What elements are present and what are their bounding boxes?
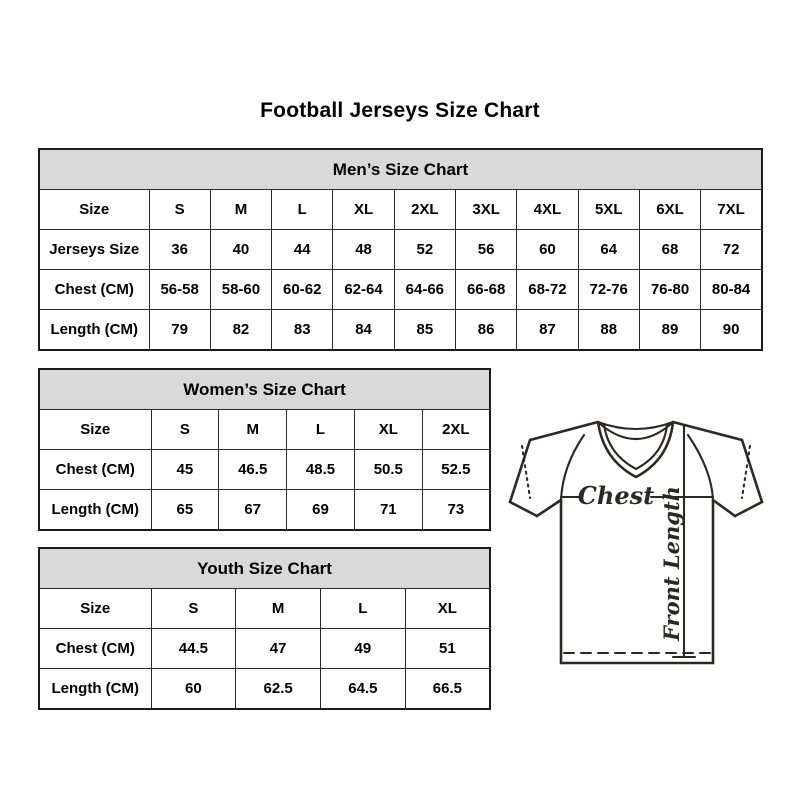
cell: 60 <box>517 230 578 270</box>
row-label-cell: Size <box>39 190 149 230</box>
cell: 40 <box>210 230 271 270</box>
cell: 4XL <box>517 190 578 230</box>
table-row <box>39 589 490 629</box>
row-label-cell: Length (CM) <box>39 669 151 710</box>
cell: 66.5 <box>405 669 490 710</box>
jersey-left-cuff <box>510 502 537 516</box>
table-row <box>39 669 490 710</box>
cell: 68 <box>639 230 700 270</box>
table-row <box>39 190 762 230</box>
cell: 68-72 <box>517 270 578 310</box>
row-label-cell: Jerseys Size <box>39 230 149 270</box>
jersey-vneck-inner <box>604 424 667 469</box>
cell: 69 <box>287 490 355 531</box>
cell: 84 <box>333 310 394 351</box>
row-label-cell: Chest (CM) <box>39 270 149 310</box>
womens-table-title: Women’s Size Chart <box>39 369 490 410</box>
cell: 60-62 <box>272 270 333 310</box>
cell: 89 <box>639 310 700 351</box>
table-row <box>39 629 490 669</box>
cell: 83 <box>272 310 333 351</box>
cell: L <box>272 190 333 230</box>
cell: 71 <box>354 490 422 531</box>
chest-label: Chest <box>577 481 655 510</box>
cell: 52.5 <box>422 450 490 490</box>
cell: 46.5 <box>219 450 287 490</box>
cell: 45 <box>151 450 219 490</box>
cell: 49 <box>321 629 406 669</box>
mens-header-row <box>39 149 762 190</box>
cell: 51 <box>405 629 490 669</box>
front-length-label: Front Length <box>659 486 684 641</box>
cell: 3XL <box>455 190 516 230</box>
cell: 2XL <box>394 190 455 230</box>
row-label-cell: Chest (CM) <box>39 450 151 490</box>
cell: S <box>151 410 219 450</box>
cell: 85 <box>394 310 455 351</box>
cell: 56 <box>455 230 516 270</box>
jersey-left-underarm <box>537 500 561 516</box>
cell: 52 <box>394 230 455 270</box>
youth-size-table <box>38 547 491 710</box>
cell: S <box>149 190 210 230</box>
page-title: Football Jerseys Size Chart <box>260 99 540 122</box>
table-row <box>39 490 490 531</box>
cell: 62.5 <box>236 669 321 710</box>
row-label-cell: Length (CM) <box>39 310 149 351</box>
cell: 86 <box>455 310 516 351</box>
jersey-right-cuff <box>735 502 762 516</box>
youth-table-title: Youth Size Chart <box>39 548 490 589</box>
cell: 80-84 <box>701 270 762 310</box>
cell: 58-60 <box>210 270 271 310</box>
mens-size-table <box>38 148 763 351</box>
jersey-measurement-diagram <box>503 412 769 674</box>
cell: 6XL <box>639 190 700 230</box>
cell: 44 <box>272 230 333 270</box>
cell: XL <box>405 589 490 629</box>
cell: 50.5 <box>354 450 422 490</box>
cell: XL <box>333 190 394 230</box>
cell: XL <box>354 410 422 450</box>
womens-size-table <box>38 368 491 531</box>
table-row <box>39 450 490 490</box>
cell: 7XL <box>701 190 762 230</box>
cell: 67 <box>219 490 287 531</box>
cell: 72-76 <box>578 270 639 310</box>
mens-table-title: Men’s Size Chart <box>39 149 762 190</box>
cell: 90 <box>701 310 762 351</box>
cell: 62-64 <box>333 270 394 310</box>
cell: 64-66 <box>394 270 455 310</box>
jersey-collar-back-arc <box>598 422 673 429</box>
womens-header-row <box>39 369 490 410</box>
jersey-right-shoulder-sleeve <box>673 422 762 502</box>
cell: L <box>287 410 355 450</box>
row-label-cell: Length (CM) <box>39 490 151 531</box>
table-row <box>39 230 762 270</box>
cell: L <box>321 589 406 629</box>
row-label-cell: Size <box>39 410 151 450</box>
cell: 36 <box>149 230 210 270</box>
cell: 48.5 <box>287 450 355 490</box>
cell: 47 <box>236 629 321 669</box>
youth-header-row <box>39 548 490 589</box>
cell: 66-68 <box>455 270 516 310</box>
cell: 64.5 <box>321 669 406 710</box>
jersey-right-armhole-seam <box>688 435 713 500</box>
cell: 56-58 <box>149 270 210 310</box>
cell: M <box>210 190 271 230</box>
cell: 82 <box>210 310 271 351</box>
cell: 72 <box>701 230 762 270</box>
row-label-cell: Size <box>39 589 151 629</box>
cell: 5XL <box>578 190 639 230</box>
cell: 73 <box>422 490 490 531</box>
cell: 65 <box>151 490 219 531</box>
cell: 48 <box>333 230 394 270</box>
table-row <box>39 310 762 351</box>
cell: M <box>236 589 321 629</box>
cell: 60 <box>151 669 236 710</box>
row-label-cell: Chest (CM) <box>39 629 151 669</box>
table-row <box>39 410 490 450</box>
cell: 64 <box>578 230 639 270</box>
cell: 79 <box>149 310 210 351</box>
cell: 2XL <box>422 410 490 450</box>
cell: 76-80 <box>639 270 700 310</box>
table-row <box>39 270 762 310</box>
cell: M <box>219 410 287 450</box>
cell: S <box>151 589 236 629</box>
cell: 44.5 <box>151 629 236 669</box>
cell: 87 <box>517 310 578 351</box>
cell: 88 <box>578 310 639 351</box>
jersey-right-underarm <box>713 500 735 516</box>
